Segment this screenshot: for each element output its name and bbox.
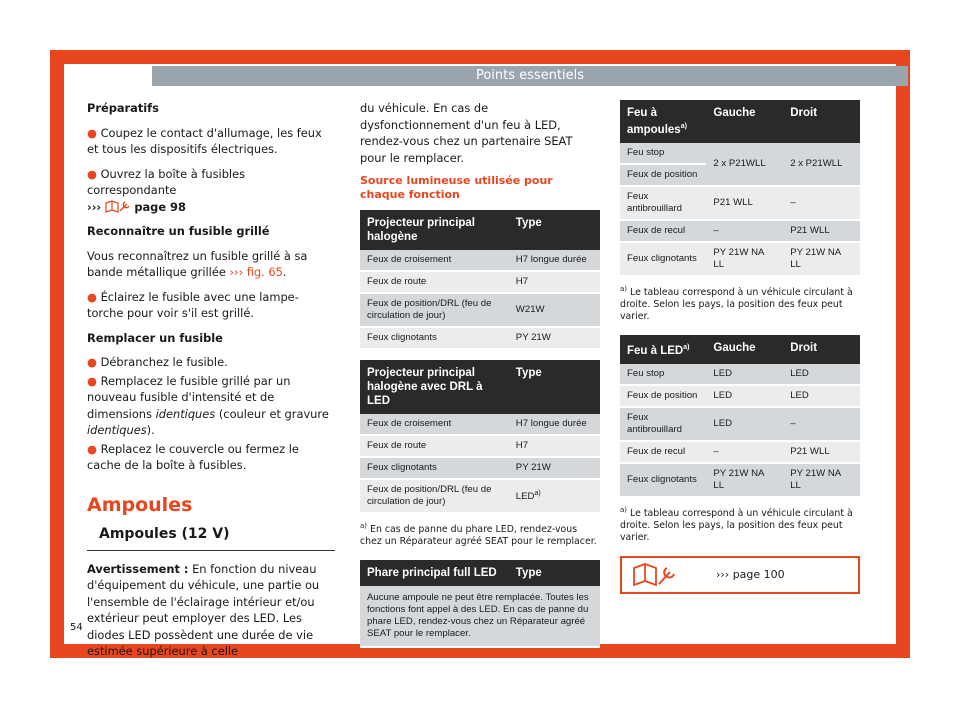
table-header: Droit <box>783 335 860 364</box>
column-3 <box>620 100 860 594</box>
table-row: Feux clignotants PY 21W <box>360 457 600 479</box>
table-row: Feux de position/DRL (feu de circulation de jour) LED$^{a)}$ <box>360 479 600 513</box>
table-row: Feu stop LED LED <box>620 364 860 385</box>
table-header: Type <box>509 360 600 414</box>
table-row: Feux de route H7 <box>360 435 600 457</box>
bulb-table <box>620 100 860 277</box>
repl-bullet-2: ● Remplacez le fusible grillé par un nouveau fusible d'intensité et de dimensions identiques (couleur et gravure identiques). <box>87 373 329 437</box>
table-row: Feux de croisement H7 longue durée <box>360 250 600 271</box>
table-row: Feux antibrouillard P21 WLL – <box>620 186 860 220</box>
table-header: Gauche <box>706 335 783 364</box>
prep-bullet-1: ● Coupez le contact d'allumage, les feux et tous les dispositifs électriques. <box>87 125 322 156</box>
fig-link[interactable]: ››› fig. 65 <box>229 265 283 279</box>
table-row: Feux de route H7 <box>360 271 600 293</box>
prep-title: Préparatifs <box>87 101 159 115</box>
bullet-icon: ● <box>87 289 97 304</box>
table-header: Droit <box>783 100 860 143</box>
column-1 <box>87 100 335 668</box>
footnote: $^{a)}$ En cas de panne du phare LED, rendez-vous chez un Réparateur agréé SEAT pour le remplacer. <box>360 522 597 548</box>
prep-bullet-2: ● Ouvrez la boîte à fusibles correspondante ››› page 98 <box>87 166 246 214</box>
table-row: Feux de recul – P21 WLL <box>620 220 860 242</box>
continued-text: du véhicule. En cas de dysfonctionnement d'un feu à LED, rendez-vous chez un partenaire SEAT pour le remplacer. <box>360 101 573 165</box>
halogen-table <box>360 210 600 350</box>
ref-arrows: ››› <box>87 199 102 214</box>
bullet-icon: ● <box>87 373 97 388</box>
table-row: Feux clignotants PY 21W NA LL PY 21W NA LL <box>620 463 860 497</box>
led-warning: Avertissement : En fonction du niveau d'équipement du véhicule, une partie ou l'ensemble de l'éclairage intérieur et/ou extérieur peut employer des LED. Les diodes LED possèdent une durée de vie estimée supérieure à celle <box>87 561 320 658</box>
full-led-table <box>360 560 600 648</box>
source-title: Source lumineuse utilisée pour chaque fonction <box>360 174 553 201</box>
table-row: Feu stop 2 x P21WLL 2 x P21WLL <box>620 143 860 164</box>
table-header: Type <box>509 210 600 250</box>
reference-box <box>620 556 860 594</box>
table-header: Feu à LED$^{a)}$ <box>620 335 706 364</box>
table-header: Feu à ampoules$^{a)}$ <box>620 100 706 143</box>
table-row: Feux clignotants PY 21W <box>360 327 600 349</box>
repl-bullet-3: ● Replacez le couvercle ou fermez le cache de la boîte à fusibles. <box>87 441 299 472</box>
recon-bullet: ● Éclairez le fusible avec une lampe-torche pour voir s'il est grillé. <box>87 289 299 320</box>
table-row: Feux de position LED LED <box>620 385 860 407</box>
book-wrench-icon <box>105 200 131 214</box>
recon-title: Reconnaître un fusible grillé <box>87 224 270 238</box>
table-row: Feux de recul – P21 WLL <box>620 441 860 463</box>
table-header: Type <box>509 560 600 586</box>
table-header: Projecteur principal halogène <box>360 210 509 250</box>
table-row: Feux de croisement H7 longue durée <box>360 414 600 435</box>
led-table <box>620 335 860 498</box>
page-link[interactable]: ››› page 100 <box>716 567 785 581</box>
bullet-icon: ● <box>87 125 97 140</box>
section-title: Ampoules <box>87 493 193 516</box>
page-header: Points essentiels <box>152 66 908 86</box>
table-header: Gauche <box>706 100 783 143</box>
bullet-icon: ● <box>87 441 97 456</box>
table-row: Feux de position <box>620 164 860 186</box>
table-row: Feux de position/DRL (feu de circulation de jour) W21W <box>360 293 600 327</box>
repl-title: Remplacer un fusible <box>87 330 223 345</box>
repl-bullet-1: ● Débranchez le fusible. <box>87 355 228 369</box>
column-2 <box>360 100 600 654</box>
recon-text: Vous reconnaîtrez un fusible grillé à sa bande métallique grillée ››› fig. 65. <box>87 248 308 279</box>
table-header: Phare principal full LED <box>360 560 509 586</box>
prep-page-link[interactable]: page 98 <box>134 199 186 214</box>
bullet-icon: ● <box>87 166 97 181</box>
page-border <box>50 50 910 658</box>
table-row: Feux clignotants PY 21W NA LL PY 21W NA LL <box>620 242 860 276</box>
book-wrench-icon <box>632 562 676 588</box>
manual-page <box>64 64 896 658</box>
table-header: Projecteur principal halogène avec DRL à LED <box>360 360 509 414</box>
halogen-drl-table <box>360 360 600 514</box>
footnote: $^{a)}$ Le tableau correspond à un véhicule circulant à droite. Selon les pays, la position des feux peut varier. <box>620 505 853 543</box>
footnote: $^{a)}$ Le tableau correspond à un véhicule circulant à droite. Selon les pays, la position des feux peut varier. <box>620 284 853 322</box>
table-row: Feux antibrouillard LED – <box>620 407 860 441</box>
subsection-title: Ampoules (12 V) <box>87 524 335 551</box>
table-row: Aucune ampoule ne peut être remplacée. Toutes les fonctions font appel à des LED. En cas de panne du phare LED, rendez-vous chez un Réparateur agréé SEAT pour le remplacer. <box>360 586 600 647</box>
page-number: 54 <box>70 622 83 633</box>
bullet-icon: ● <box>87 355 97 369</box>
